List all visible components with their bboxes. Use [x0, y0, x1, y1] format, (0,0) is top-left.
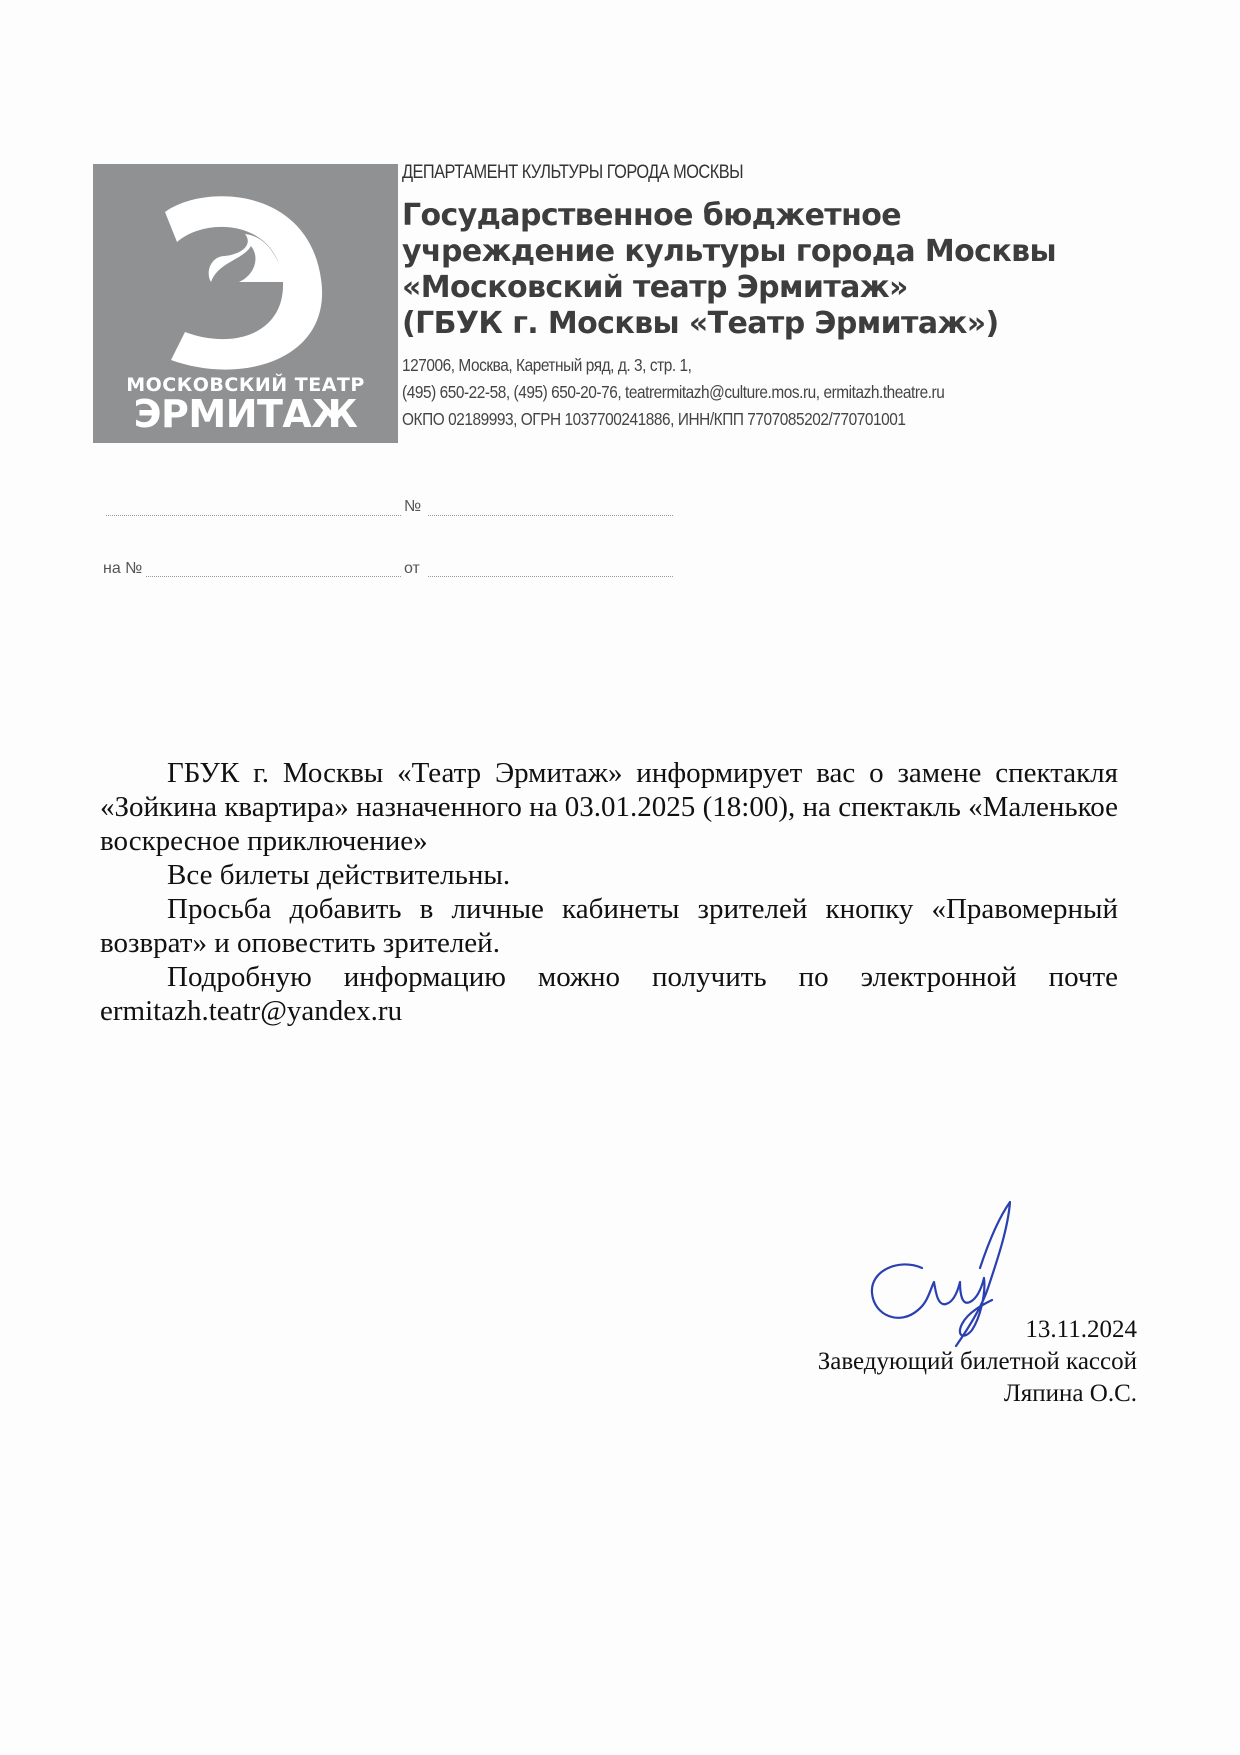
contact-details	[402, 352, 1018, 433]
organization-line: учреждение культуры города Москвы	[402, 234, 1056, 269]
letterhead	[402, 162, 1102, 433]
logo-text-line1: МОСКОВСКИЙ ТЕАТР	[126, 374, 365, 396]
letter-body	[100, 756, 1118, 1028]
signatory-name: Ляпина О.С.	[1003, 1380, 1137, 1407]
organization-line: Государственное бюджетное	[402, 198, 901, 233]
reply-to-number-line	[146, 576, 401, 577]
signatory-position: Заведующий билетной кассой	[817, 1348, 1137, 1375]
outgoing-number-line	[428, 515, 673, 516]
address-line: 127006, Москва, Каретный ряд, д. 3, стр. 1,	[402, 355, 692, 375]
phone-email-line: (495) 650-22-58, (495) 650-20-76, teatrermitazh@culture.mos.ru, ermitazh.theatre.ru	[402, 382, 945, 402]
organization-name	[402, 198, 1102, 342]
signature-date: 13.11.2024	[1025, 1316, 1137, 1343]
reply-to-date-line	[428, 576, 673, 577]
logo-text-line2: ЭРМИТАЖ	[133, 392, 358, 436]
body-paragraph: Все билеты действительны.	[167, 859, 511, 891]
department-name: ДЕПАРТАМЕНТ КУЛЬТУРЫ ГОРОДА МОСКВЫ	[402, 162, 744, 183]
number-label: №	[404, 498, 422, 515]
reply-to-label: на №	[103, 560, 143, 577]
body-paragraph: Просьба добавить в личные кабинеты зрителей кнопку «Правомерный возврат» и оповестить зрителей.	[100, 893, 1118, 959]
registry-codes-line: ОКПО 02189993, ОГРН 1037700241886, ИНН/КПП 7707085202/770701001	[402, 409, 906, 429]
organization-line: «Московский театр Эрмитаж»	[402, 270, 908, 305]
organization-line: (ГБУК г. Москвы «Театр Эрмитаж»)	[402, 306, 999, 341]
body-paragraph: Подробную информацию можно получить по электронной почте ermitazh.teatr@yandex.ru	[100, 961, 1118, 1027]
from-label: от	[404, 560, 420, 577]
theatre-logo	[93, 164, 398, 443]
handwritten-signature	[860, 1198, 1040, 1348]
outgoing-date-line	[106, 515, 401, 516]
body-paragraph: ГБУК г. Москвы «Театр Эрмитаж» информирует вас о замене спектакля «Зойкина квартира» назначенного на 03.01.2025 (18:00), на спектакль «Маленькое воскресное приключение»	[100, 757, 1118, 857]
